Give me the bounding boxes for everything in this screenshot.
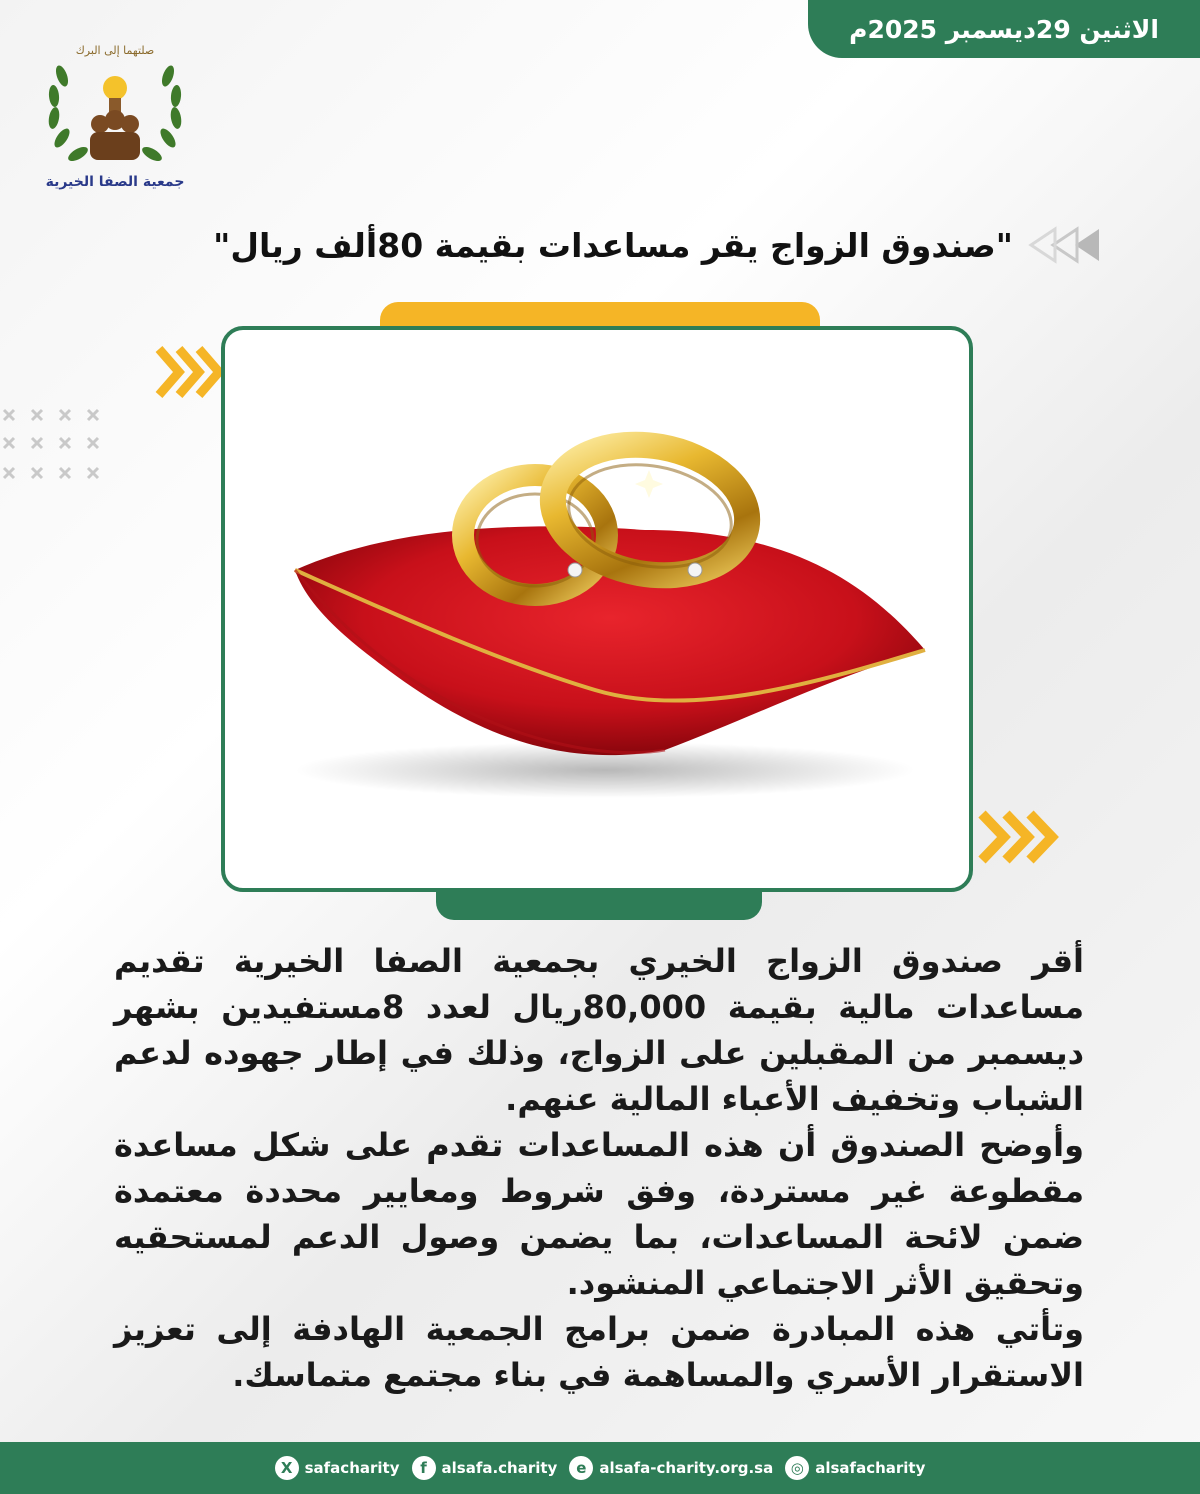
date-text: الاثنين 29ديسمبر 2025م bbox=[849, 14, 1159, 44]
website-link[interactable] bbox=[569, 1456, 773, 1480]
logo-top-text: صلتهما إلى البرك bbox=[75, 44, 155, 57]
rewind-arrows-icon bbox=[1025, 223, 1105, 267]
charity-logo bbox=[40, 36, 190, 196]
social-footer bbox=[0, 1442, 1200, 1494]
photo-frame bbox=[221, 326, 973, 892]
instagram-link[interactable] bbox=[785, 1456, 925, 1480]
chevrons-right-icon bbox=[155, 345, 225, 399]
facebook-handle: alsafa.charity bbox=[441, 1459, 558, 1477]
paragraph: وأوضح الصندوق أن هذه المساعدات تقدم على شكل مساعدة مقطوعة غير مستردة، وفق شروط ومعايير محددة معتمدة ضمن لائحة المساعدات، بما يضمن وصول الدعم لمستحقيه وتحقيق الأثر الاجتماعي المنشود. bbox=[114, 1126, 1084, 1302]
instagram-icon: ◎ bbox=[785, 1456, 809, 1480]
rings-on-pillow-image bbox=[225, 330, 969, 888]
paragraph: أقر صندوق الزواج الخيري بجمعية الصفا الخيرية تقديم مساعدات مالية بقيمة 80,000ريال لعدد 8مستفيدين بشهر ديسمبر من المقبلين على الزواج، وذلك في إطار جهوده لدعم الشباب وتخفيف الأعباء المالية عنهم. bbox=[114, 942, 1084, 1118]
facebook-link[interactable] bbox=[412, 1456, 558, 1480]
headline-row bbox=[213, 220, 1105, 270]
logo-name: جمعية الصفا الخيرية bbox=[45, 174, 185, 190]
paragraph: وتأتي هذه المبادرة ضمن برامج الجمعية الهادفة إلى تعزيز الاستقرار الأسري والمساهمة في بناء مجتمع متماسك. bbox=[114, 1310, 1084, 1394]
website-url: alsafa-charity.org.sa bbox=[599, 1459, 774, 1477]
facebook-icon: f bbox=[412, 1456, 436, 1480]
x-icon: X bbox=[275, 1456, 299, 1480]
date-badge bbox=[808, 0, 1200, 58]
decorative-x-pattern bbox=[0, 406, 112, 486]
chevrons-right-icon bbox=[978, 810, 1060, 864]
instagram-handle: alsafacharity bbox=[815, 1459, 926, 1477]
x-link[interactable] bbox=[275, 1456, 400, 1480]
web-icon: e bbox=[569, 1456, 593, 1480]
article-body bbox=[114, 938, 1084, 1398]
headline: "صندوق الزواج يقر مساعدات بقيمة 80ألف ريال" bbox=[213, 225, 1013, 265]
x-handle: safacharity bbox=[304, 1459, 400, 1477]
